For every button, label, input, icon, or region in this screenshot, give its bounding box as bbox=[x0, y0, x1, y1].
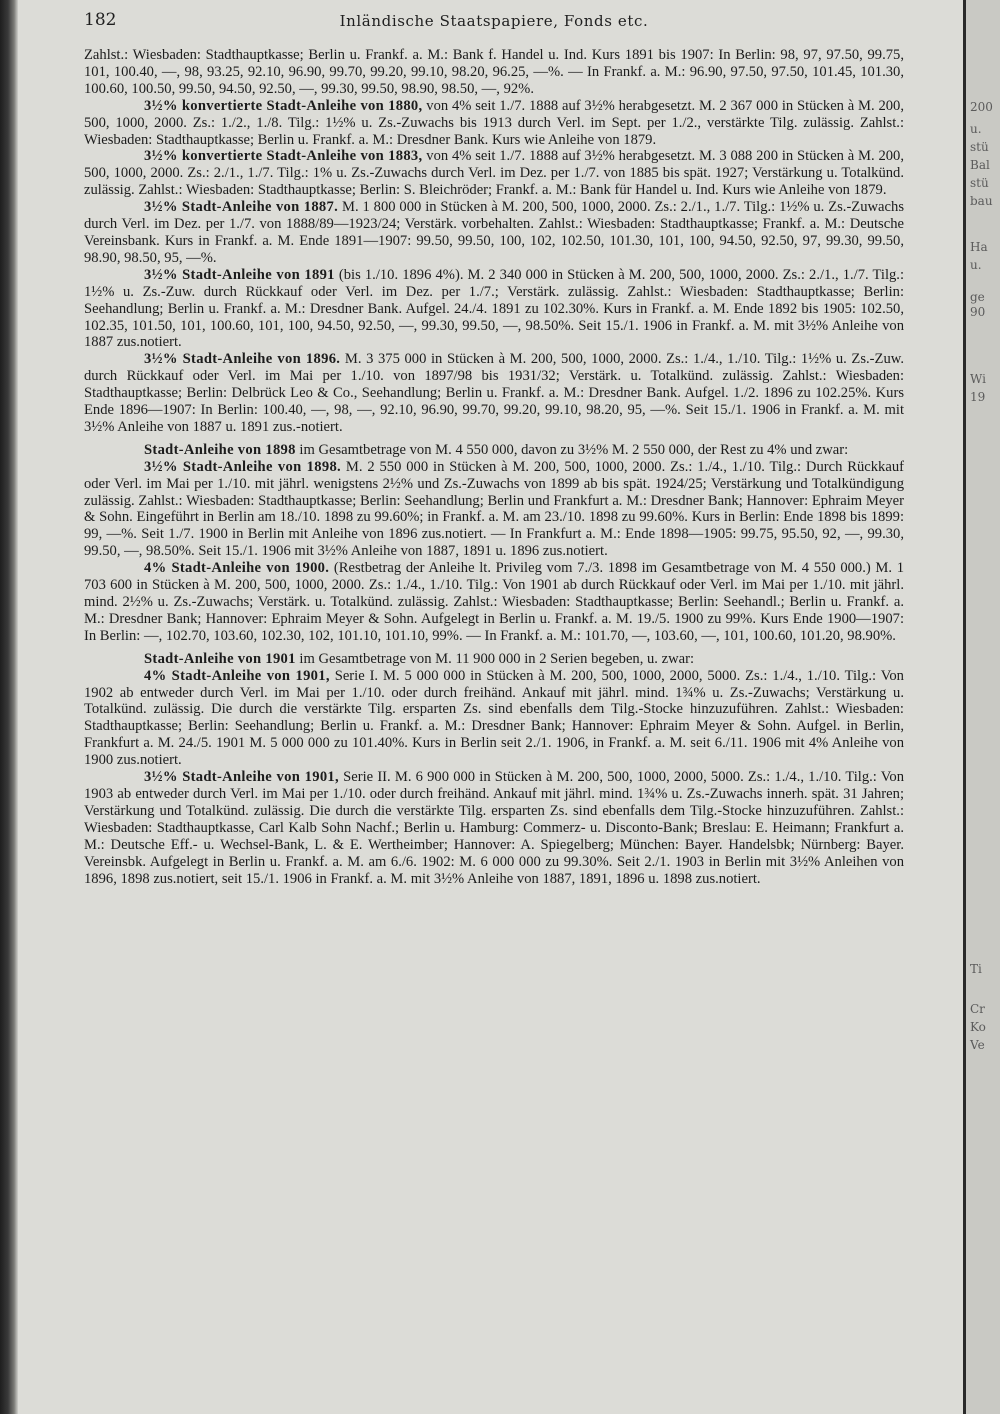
loan-title: 3½% Stadt-Anleihe von 1891 bbox=[144, 266, 335, 283]
paragraph-text: (bis 1./10. 1896 4%). M. 2 340 000 in Stücken à M. 200, 500, 1000, 2000. Zs.: 2./1., 1./7. Tilg.: 1½% u. Zs.-Zuw. durch Rückkauf oder Verl. im Dez. per 1./7.; Verstärk. zulässig. Zahlst.: Wiesbaden: Stadthauptkasse; Berlin: Seehandlung; Berlin u. Frankf. a. M.: Dresdner Bank. Aufgel. 24./4. 1891 zu 102.30%. Kurs in Frankf. a. M. Ende 1892 bis 1905: 102.50, 102.35, 101.50, 101, 100.60, 101, 100, 94.50, 92.50, —, 99.30, 99.50, —, 98.50%. Seit 15./1. 1906 in Frankf. a. M. mit 3½% Anleihe von 1887 zus.notiert. bbox=[84, 266, 905, 351]
loan-title: 3½% konvertierte Stadt-Anleihe von 1883, bbox=[144, 148, 423, 165]
loan-title: 3½% konvertierte Stadt-Anleihe von 1880, bbox=[144, 97, 423, 114]
paragraph-text: im Gesamtbetrage von M. 4 550 000, davon zu 3½% M. 2 550 000, der Rest zu 4% und zwar: bbox=[299, 441, 849, 458]
loan-entry-paragraph bbox=[84, 267, 904, 352]
paragraph-text: im Gesamtbetrage von M. 11 900 000 in 2 Serien begeben, u. zwar: bbox=[299, 650, 695, 667]
adjacent-page-edge: 200 u. stü Bal stü bau Ha u. ge 90 Wi 19 Ti Cr Ko Ve bbox=[963, 0, 1000, 1414]
loan-entry-paragraph bbox=[84, 560, 904, 645]
loan-entry-paragraph bbox=[84, 769, 904, 887]
loan-title: 4% Stadt-Anleihe von 1901, bbox=[144, 667, 330, 684]
loan-title: 3½% Stadt-Anleihe von 1896. bbox=[144, 351, 341, 368]
loan-entry-paragraph bbox=[84, 351, 904, 436]
paragraph-text: M. 1 800 000 in Stücken à M. 200, 500, 1000, 2000. Zs.: 2./1., 1./7. Tilg.: 1½% u. Zs.-Zuwachs durch Verl. im Dez. per 1./7. von 1888/89—1923/24; Verstärk. vorbehalten. Zahlst.: Wiesbaden: Stadthauptkasse; Frankf. a. M.: Deutsche Vereinsbank. Kurs in Frankf. a. M. Ende 1891—1907: 99.50, 99.50, 100, 102, 102.50, 101.30, 101, 100, 94.50, 92.50, 97, 99.30, 99.50, 98.90, 98.50, 95, —%. bbox=[84, 199, 904, 266]
page-header bbox=[84, 10, 904, 32]
book-binding-shadow bbox=[0, 0, 18, 1414]
paragraph-text: (Restbetrag der Anleihe lt. Privileg vom 7./3. 1898 im Gesamtbetrage von M. 4 550 000.) M. 1 703 600 in Stücken à M. 200, 500, 1000, 2000. Zs.: 1./4., 1./10. Tilg.: Von 1901 ab durch Rückkauf oder Verl. im Mai per 1./10. mit jährl. mind. 2½% u. Zs.-Zuwachs; Verstärk. u. Totalkünd. zulässig. Zahlst.: Wiesbaden: Stadthauptkasse; Berlin: Seehandl.; Berlin u. Frankf. a. M.: Dresdner Bank; Hannover: Ephraim Meyer & Sohn. Aufgelegt in Berlin u. Frankf. a. M. 19./5. 1900 zu 99%. Kurs Ende 1900—1907: In Berlin: —, 102.70, 103.60, 102.30, 102, 101.10, 101.10, 99%. — In Frankf. a. M.: 101.70, —, 103.60, —, 101, 100.60, 101.20, 98.90%. bbox=[84, 560, 904, 644]
running-title: Inländische Staatspapiere, Fonds etc. bbox=[339, 12, 649, 30]
page-number: 182 bbox=[84, 10, 117, 30]
loan-title: Stadt-Anleihe von 1898 bbox=[144, 441, 296, 458]
paragraph-text: von 4% seit 1./7. 1888 auf 3½% herabgesetzt. M. 2 367 000 in Stücken à M. 200, 500, 1000, 2000. Zs.: 1./2., 1./8. Tilg.: 1½% u. Zs.-Zuwachs bis 1913 durch Verl. im Sept. per 1./2., verstärkte Tilg. zulässig. Zahlst.: Wiesbaden: Stadthauptkasse; Berlin u. Frankf. a. M.: Dresdner Bank. Kurs wie Anleihe von 1879. bbox=[84, 97, 904, 148]
loan-title: 4% Stadt-Anleihe von 1900. bbox=[144, 560, 330, 577]
loan-entry-paragraph bbox=[84, 98, 904, 149]
paragraph-text: M. 3 375 000 in Stücken à M. 200, 500, 1000, 2000. Zs.: 1./4., 1./10. Tilg.: 1½% u. Zs.-Zuw. durch Rückkauf oder Verl. im Mai per 1./10. von 1897/98 bis 1931/32; Verstärk. u. Totalkünd. zulässig. Zahlst.: Wiesbaden: Stadthauptkasse; Berlin: Delbrück Leo & Co., Seehandlung; Berlin u. Frankf. a. M.: Dresdner Bank. Aufgel. 1./2. 1896 zu 102.25%. Kurs Ende 1896—1907: In Berlin: 100.40, —, 98, —, 92.10, 96.90, 99.70, 99.20, 99.10, 98.20, 95, —%. Seit 15./1. 1906 in Frankf. a. M. mit 3½% Anleihe von 1887 u. 1891 zus.-notiert. bbox=[84, 351, 904, 435]
loan-title: 3½% Stadt-Anleihe von 1887. bbox=[144, 199, 339, 216]
paragraph-text: von 4% seit 1./7. 1888 auf 3½% herabgesetzt. M. 3 088 200 in Stücken à M. 200, 500, 1000, 2000. Zs.: 2./1., 1./7. Tilg.: 1% u. Zs.-Zuwachs durch Verl. im Dez. per 1./7. von 1885 bis spät. 1927; Verstärkung u. Totalkünd. zulässig. Zahlst.: Wiesbaden: Stadthauptkasse; Berlin: S. Bleichröder; Frankf. a. M.: Bank für Handel u. Ind. Kurs wie Anleihe von 1879. bbox=[84, 148, 904, 199]
paragraph-text: Serie I. M. 5 000 000 in Stücken à M. 200, 500, 1000, 2000, 5000. Zs.: 1./4., 1./10. Tilg.: Von 1902 ab entweder durch Verl. im Mai per 1./10. oder durch freihänd. Ankauf mit jährl. mind. 1¾% u. Zs.-Zuwachs; Verstärkung u. Totalkünd. zulässig. Die durch die verstärkte Tilg. ersparten Zs. sind ebenfalls dem Tilg.-Stocke hinzuzuführen. Zahlst.: Wiesbaden: Stadthauptkasse; Berlin: Seehandlung; Berlin u. Frankf. a. M.: Dresdner Bank; Hannover: Ephraim Meyer & Sohn. Aufgel. in Berlin, Frankfurt a. M. 24./5. 1901 M. 5 000 000 zu 101.40%. Kurs in Berlin seit 2./1. 1906, in Frankf. a. M. seit 6./11. 1906 mit 4% Anleihe von 1900 zus.notiert. bbox=[84, 667, 904, 769]
loan-entry-paragraph bbox=[84, 148, 904, 199]
paragraph-text: Zahlst.: Wiesbaden: Stadthauptkasse; Berlin u. Frankf. a. M.: Bank f. Handel u. Ind. Kurs 1891 bis 1907: In Berlin: 98, 97, 97.50, 99.75, 101, 100.40, —, 98, 93.25, 92.10, 96.90, 99.70, 99.20, 99.10, 98.20, 96.25, —%. — In Frankf. a. M.: 96.90, 97.50, 97.50, 101.45, 101.30, 100.60, 100.50, 99.50, 94.50, 92.50, —, 99.30, 99.50, 98.90, 98.50, —, 92%. bbox=[84, 47, 904, 97]
page-body-text bbox=[84, 47, 904, 887]
loan-title: Stadt-Anleihe von 1901 bbox=[144, 650, 296, 667]
loan-title: 3½% Stadt-Anleihe von 1901, bbox=[144, 769, 339, 786]
continuation-paragraph bbox=[84, 47, 904, 98]
section-paragraph bbox=[84, 442, 904, 459]
loan-entry-paragraph bbox=[84, 668, 904, 769]
loan-entry-paragraph bbox=[84, 459, 904, 560]
paragraph-text: Serie II. M. 6 900 000 in Stücken à M. 200, 500, 1000, 2000, 5000. Zs.: 1./4., 1./10. Tilg.: Von 1903 ab entweder durch Verl. im Mai per 1./10. oder durch freihänd. Ankauf mit jährl. mind. 1¾% u. Zs.-Zuwachs innerh. spät. 31 Jahren; Verstärkung und Totalkünd. zulässig. Die durch die verstärkte Tilg. ersparten Zs. sind ebenfalls dem Tilg.-Stocke hinzuzuführen. Zahlst.: Wiesbaden: Stadthauptkasse, Carl Kalb Sohn Nachf.; Berlin u. Hamburg: Commerz- u. Disconto-Bank; Breslau: E. Heimann; Frankfurt a. M.: Deutsche Eff.- u. Wechsel-Bank, L. & E. Wertheimber; Hannover: A. Spiegelberg; München: Bayer. Handelsbk; Nürnberg: Bayer. Vereinsbk. Aufgelegt in Berlin u. Frankf. a. M. am 6./6. 1902: M. 6 000 000 zu 99.30%. Seit 2./1. 1903 in Berlin mit 3½% Anleihen von 1896, 1898 zus.notiert, seit 15./1. 1906 in Frankf. a. M. mit 3½% Anleihe von 1887, 1891, 1896 u. 1898 zus.notiert. bbox=[84, 769, 904, 887]
section-paragraph bbox=[84, 651, 904, 668]
loan-entry-paragraph bbox=[84, 199, 904, 267]
paragraph-text: M. 2 550 000 in Stücken à M. 200, 500, 1000, 2000. Zs.: 1./4., 1./10. Tilg.: Durch Rückkauf oder Verl. im Mai per 1./10. mit jährl. wenigstens 2½% und Zs.-Zuwachs von 1899 ab bis spät. 1924/25; Verstärkung und Totalkündigung zulässig. Zahlst.: Wiesbaden: Stadthauptkasse; Berlin: Seehandlung; Berlin und Frankfurt a. M.: Dresdner Bank; Hannover: Ephraim Meyer & Sohn. Eingeführt in Berlin am 18./10. 1898 zu 99.60%; in Frankf. a. M. am 23./10. 1898 zu 99.60%. Kurs in Berlin: Ende 1898 bis 1899: 99, —%. Seit 1./7. 1900 in Berlin mit Anleihe von 1896 zus.notiert. — In Frankfurt a. M.: Ende 1898—1905: 99.75, 95.50, 92, —, 99.30, 99.50, —, 98.50%. Seit 15./1. 1906 mit 3½% Anleihe von 1887, 1891 u. 1896 zus.notiert. bbox=[84, 458, 904, 560]
loan-title: 3½% Stadt-Anleihe von 1898. bbox=[144, 458, 342, 475]
